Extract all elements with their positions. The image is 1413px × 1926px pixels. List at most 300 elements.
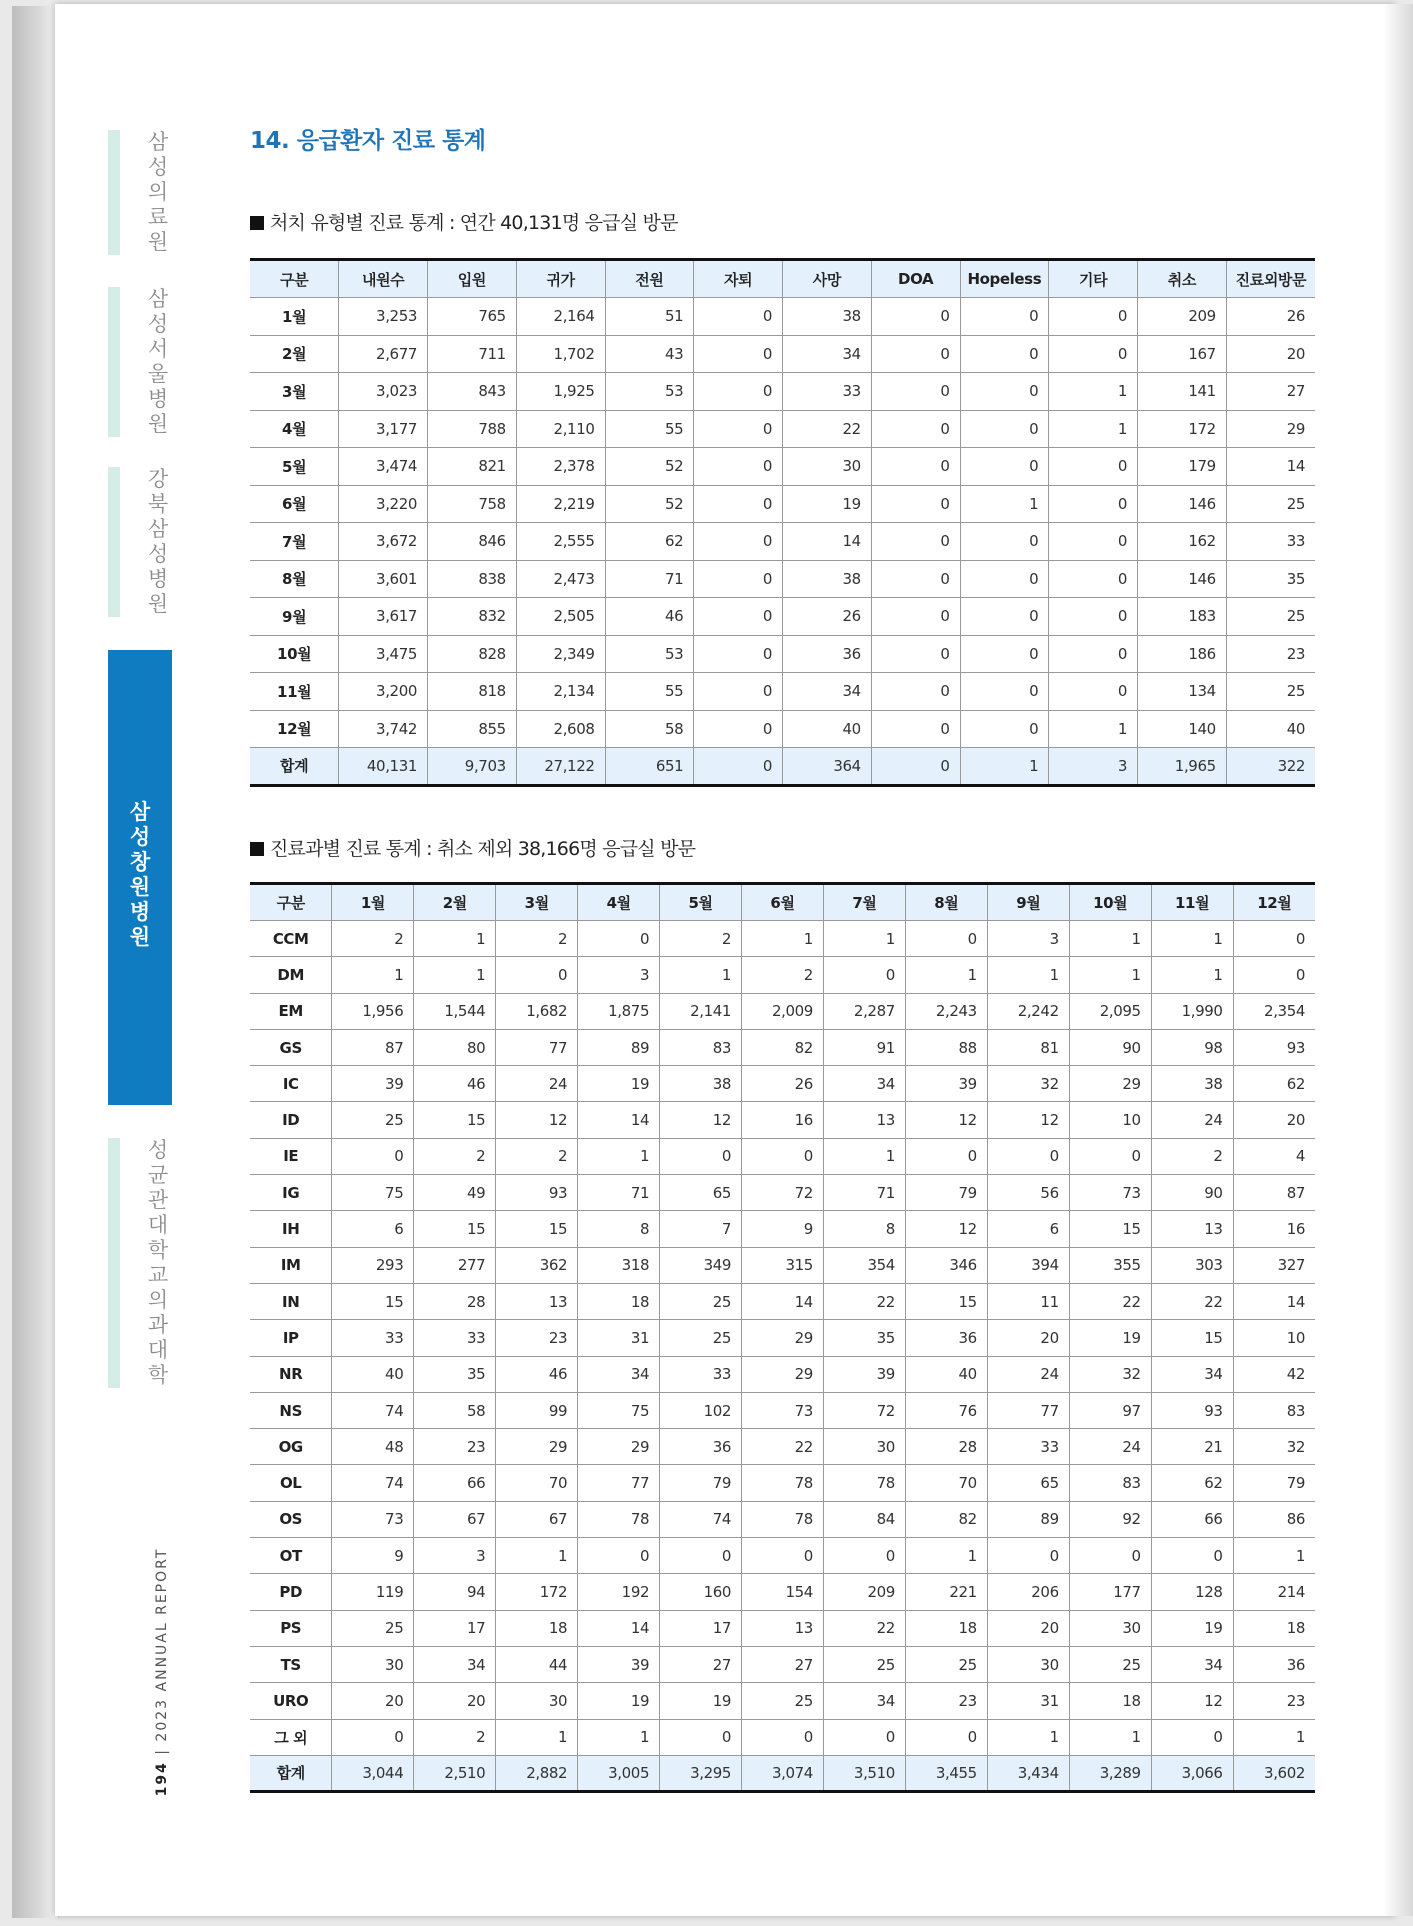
table-cell: 3 [987,921,1069,957]
table-cell: 0 [960,448,1049,486]
table-cell: 327 [1233,1247,1315,1283]
column-header: 1월 [332,884,414,921]
column-header: 자퇴 [694,260,783,298]
table-cell: 39 [823,1356,905,1392]
table-cell: 4 [1233,1138,1315,1174]
table-cell: 2,219 [516,485,605,523]
table-row [250,1719,1315,1755]
sidebar-item-samsung-seoul-hospital [108,287,174,437]
table-cell: 788 [428,410,517,448]
row-label: NS [250,1392,332,1428]
table-cell: 30 [1069,1610,1151,1646]
sidebar-item-skku-medical-school [108,1138,174,1388]
table-cell: 843 [428,373,517,411]
table-cell: 72 [823,1392,905,1428]
total-cell: 3 [1049,748,1138,786]
table-row [250,1138,1315,1174]
table-cell: 758 [428,485,517,523]
table-cell: 71 [605,560,694,598]
table-row [250,1501,1315,1537]
table-cell: 28 [414,1283,496,1319]
table-cell: 81 [987,1029,1069,1065]
table-cell: 94 [414,1574,496,1610]
table-cell: 1,990 [1151,993,1233,1029]
table-cell: 3,023 [339,373,428,411]
table-cell: 172 [1138,410,1227,448]
table-header-row [250,260,1315,298]
table-cell: 32 [1233,1429,1315,1465]
table-cell: 24 [496,1066,578,1102]
table-cell: 79 [1233,1465,1315,1501]
table-cell: 2,134 [516,673,605,711]
row-label: NR [250,1356,332,1392]
table-cell: 13 [742,1610,824,1646]
table-cell: 1 [905,1538,987,1574]
table-cell: 15 [1069,1211,1151,1247]
table-cell: 0 [742,1138,824,1174]
table-cell: 2,164 [516,298,605,336]
table-cell: 88 [905,1029,987,1065]
table-cell: 33 [987,1429,1069,1465]
table-cell: 77 [578,1465,660,1501]
table-cell: 3,601 [339,560,428,598]
table-row [250,673,1315,711]
row-label: PS [250,1610,332,1646]
table-cell: 71 [823,1175,905,1211]
table-cell: 1 [905,957,987,993]
table-row [250,1066,1315,1102]
table-cell: 0 [496,957,578,993]
table-cell: 23 [414,1429,496,1465]
table-cell: 76 [905,1392,987,1428]
table-cell: 53 [605,373,694,411]
table-cell: 2,378 [516,448,605,486]
row-label: 9월 [250,598,339,636]
table-cell: 2,608 [516,710,605,748]
table-cell: 12 [905,1211,987,1247]
table-row [250,1356,1315,1392]
row-label: ID [250,1102,332,1138]
table-cell: 34 [1151,1356,1233,1392]
table-cell: 821 [428,448,517,486]
table-cell: 36 [660,1429,742,1465]
row-label: IH [250,1211,332,1247]
table-cell: 3,177 [339,410,428,448]
column-header: 구분 [250,884,332,921]
table-cell: 22 [823,1283,905,1319]
table-cell: 0 [694,673,783,711]
table-cell: 2 [742,957,824,993]
table-cell: 1 [1233,1538,1315,1574]
table-cell: 0 [905,1138,987,1174]
row-label: OS [250,1501,332,1537]
column-header: 귀가 [516,260,605,298]
table-cell: 34 [783,335,872,373]
table-cell: 26 [1226,298,1315,336]
table-cell: 277 [414,1247,496,1283]
row-label: TS [250,1646,332,1682]
table-cell: 40 [783,710,872,748]
footer-separator: | [154,1748,170,1755]
table-cell: 74 [660,1501,742,1537]
table-row [250,523,1315,561]
table-cell: 0 [1049,485,1138,523]
table-cell: 29 [1069,1066,1151,1102]
sidebar-item-label: 삼성의료원 [147,130,169,254]
column-header: 입원 [428,260,517,298]
table-cell: 90 [1151,1175,1233,1211]
table-cell: 1 [1069,1719,1151,1755]
total-cell: 27,122 [516,748,605,786]
table-cell: 62 [1151,1465,1233,1501]
table-cell: 0 [960,598,1049,636]
row-label: 11월 [250,673,339,711]
table-cell: 18 [1233,1610,1315,1646]
table-cell: 26 [783,598,872,636]
table-row [250,335,1315,373]
table-cell: 19 [578,1066,660,1102]
table-cell: 1 [496,1538,578,1574]
table-cell: 38 [660,1066,742,1102]
table-cell: 58 [414,1392,496,1428]
table-cell: 30 [783,448,872,486]
table-row [250,1247,1315,1283]
table-cell: 84 [823,1501,905,1537]
table-cell: 31 [578,1320,660,1356]
table-cell: 65 [987,1465,1069,1501]
table-cell: 72 [742,1175,824,1211]
table-cell: 2,141 [660,993,742,1029]
table-cell: 0 [871,373,960,411]
table-cell: 6 [332,1211,414,1247]
table-cell: 0 [905,921,987,957]
table-cell: 22 [823,1610,905,1646]
table-cell: 19 [578,1683,660,1719]
table-cell: 14 [578,1610,660,1646]
table-cell: 73 [332,1501,414,1537]
table-cell: 0 [871,298,960,336]
table-cell: 29 [496,1429,578,1465]
table-row [250,298,1315,336]
table-cell: 1 [960,485,1049,523]
table-cell: 22 [1069,1283,1151,1319]
table-cell: 1,702 [516,335,605,373]
table-cell: 99 [496,1392,578,1428]
table-cell: 2 [496,921,578,957]
table-row [250,993,1315,1029]
total-cell: 3,005 [578,1755,660,1791]
table-cell: 22 [1151,1283,1233,1319]
row-label: PD [250,1574,332,1610]
sidebar-item-label: 삼성서울병원 [147,287,169,436]
column-header: 9월 [987,884,1069,921]
table-cell: 16 [742,1102,824,1138]
sidebar-item-label: 삼성창원병원 [129,800,151,949]
total-cell: 364 [783,748,872,786]
table-cell: 29 [1226,410,1315,448]
column-header: 전원 [605,260,694,298]
table-cell: 0 [1049,598,1138,636]
table-cell: 6 [987,1211,1069,1247]
table2-caption [250,834,695,861]
table-cell: 19 [1151,1610,1233,1646]
table-cell: 0 [871,523,960,561]
row-label: IM [250,1247,332,1283]
row-label: EM [250,993,332,1029]
table-cell: 83 [660,1029,742,1065]
table-cell: 9 [332,1538,414,1574]
table-total-row [250,748,1315,786]
table-cell: 25 [905,1646,987,1682]
page-number: 194 [154,1761,170,1797]
table-cell: 12 [1151,1683,1233,1719]
table-cell: 82 [742,1029,824,1065]
table-cell: 0 [960,560,1049,598]
table-cell: 78 [742,1501,824,1537]
table-cell: 0 [871,710,960,748]
table-cell: 30 [823,1429,905,1465]
table-cell: 3,672 [339,523,428,561]
table-cell: 66 [1151,1501,1233,1537]
table-cell: 0 [960,673,1049,711]
sidebar-item-samsung-medical-center [108,130,174,255]
table-cell: 77 [496,1029,578,1065]
table-cell: 33 [783,373,872,411]
table2-subtitle: 진료과별 진료 통계 : 취소 제외 38,166명 응급실 방문 [270,838,696,860]
table-row [250,1392,1315,1428]
table-cell: 65 [660,1175,742,1211]
table-cell: 102 [660,1392,742,1428]
table-cell: 0 [694,448,783,486]
table-cell: 7 [660,1211,742,1247]
row-label: 8월 [250,560,339,598]
table-cell: 1,682 [496,993,578,1029]
section-title: 14. 응급환자 진료 통계 [250,128,486,154]
table-cell: 62 [1233,1066,1315,1102]
table-cell: 28 [905,1429,987,1465]
total-cell: 0 [694,748,783,786]
table-cell: 154 [742,1574,824,1610]
total-cell: 3,434 [987,1755,1069,1791]
table-cell: 26 [742,1066,824,1102]
table-cell: 34 [578,1356,660,1392]
table-row [250,635,1315,673]
table-cell: 394 [987,1247,1069,1283]
table-cell: 3 [414,1538,496,1574]
table-cell: 15 [905,1283,987,1319]
total-cell: 0 [871,748,960,786]
table-cell: 15 [496,1211,578,1247]
table-cell: 362 [496,1247,578,1283]
table-cell: 2 [660,921,742,957]
table-cell: 0 [960,373,1049,411]
table-cell: 34 [823,1066,905,1102]
row-label: 5월 [250,448,339,486]
column-header: 내원수 [339,260,428,298]
table-cell: 140 [1138,710,1227,748]
table-cell: 71 [578,1175,660,1211]
table-cell: 49 [414,1175,496,1211]
table-cell: 0 [823,1538,905,1574]
table-cell: 33 [332,1320,414,1356]
total-cell: 3,295 [660,1755,742,1791]
table-cell: 25 [742,1683,824,1719]
table-cell: 0 [823,1719,905,1755]
table-cell: 0 [960,335,1049,373]
table-cell: 0 [1049,523,1138,561]
table-cell: 1 [1049,373,1138,411]
table-cell: 2 [496,1138,578,1174]
table-cell: 29 [742,1320,824,1356]
table-cell: 29 [578,1429,660,1465]
table-header-row [250,884,1315,921]
table-cell: 2 [1151,1138,1233,1174]
table-cell: 206 [987,1574,1069,1610]
table-cell: 0 [694,560,783,598]
table-cell: 192 [578,1574,660,1610]
table-cell: 0 [1069,1138,1151,1174]
table-row [250,598,1315,636]
table-cell: 43 [605,335,694,373]
row-label: 그 외 [250,1719,332,1755]
table-cell: 183 [1138,598,1227,636]
table-cell: 0 [871,598,960,636]
table-cell: 0 [660,1138,742,1174]
table-cell: 3,200 [339,673,428,711]
table-cell: 32 [1069,1356,1151,1392]
row-label: OT [250,1538,332,1574]
table-cell: 0 [905,1719,987,1755]
table-cell: 39 [332,1066,414,1102]
table-total-row [250,1755,1315,1791]
table-cell: 1 [1151,957,1233,993]
table-cell: 25 [1226,673,1315,711]
table-cell: 53 [605,635,694,673]
table-cell: 177 [1069,1574,1151,1610]
table-cell: 46 [605,598,694,636]
table-cell: 70 [905,1465,987,1501]
table-row [250,1175,1315,1211]
table-cell: 3,617 [339,598,428,636]
row-label: IE [250,1138,332,1174]
total-cell: 9,703 [428,748,517,786]
table-cell: 1 [578,1719,660,1755]
table-cell: 10 [1233,1320,1315,1356]
table-cell: 0 [960,635,1049,673]
table-cell: 1,956 [332,993,414,1029]
table-cell: 66 [414,1465,496,1501]
table-cell: 40 [905,1356,987,1392]
table-cell: 79 [660,1465,742,1501]
table-cell: 27 [742,1646,824,1682]
table-cell: 55 [605,410,694,448]
sidebar-item-label: 성균관대학교 의과대학 [147,1138,169,1387]
table-cell: 19 [783,485,872,523]
table-cell: 0 [578,921,660,957]
table-cell: 25 [1069,1646,1151,1682]
table-cell: 73 [742,1392,824,1428]
total-cell: 3,455 [905,1755,987,1791]
table-cell: 0 [871,635,960,673]
table-cell: 93 [496,1175,578,1211]
table-cell: 52 [605,448,694,486]
table-cell: 1 [332,957,414,993]
table-cell: 33 [414,1320,496,1356]
table-cell: 0 [694,485,783,523]
table1-subtitle: 처치 유형별 진료 통계 : 연간 40,131명 응급실 방문 [270,212,678,234]
table-cell: 3,474 [339,448,428,486]
table-cell: 40 [332,1356,414,1392]
table-cell: 35 [414,1356,496,1392]
department-table [250,882,1315,1793]
table-cell: 20 [1226,335,1315,373]
table-cell: 32 [987,1066,1069,1102]
table-cell: 55 [605,673,694,711]
table-cell: 80 [414,1029,496,1065]
table-cell: 765 [428,298,517,336]
treatment-type-table [250,258,1315,787]
table-cell: 83 [1233,1392,1315,1428]
table-cell: 0 [987,1538,1069,1574]
table-cell: 3,253 [339,298,428,336]
table-cell: 35 [1226,560,1315,598]
table-cell: 38 [783,560,872,598]
table-cell: 209 [823,1574,905,1610]
table-cell: 128 [1151,1574,1233,1610]
table-cell: 2,242 [987,993,1069,1029]
table-cell: 18 [578,1283,660,1319]
table-cell: 162 [1138,523,1227,561]
row-label: 3월 [250,373,339,411]
column-header: 진료외방문 [1226,260,1315,298]
table-cell: 1 [414,921,496,957]
table-cell: 20 [332,1683,414,1719]
table-cell: 86 [1233,1501,1315,1537]
table-cell: 1 [1049,710,1138,748]
square-bullet-icon [250,842,264,856]
table-cell: 36 [905,1320,987,1356]
table-cell: 83 [1069,1465,1151,1501]
total-cell: 1 [960,748,1049,786]
row-label: 6월 [250,485,339,523]
table-cell: 35 [823,1320,905,1356]
table-cell: 79 [905,1175,987,1211]
table-cell: 315 [742,1247,824,1283]
column-header: 5월 [660,884,742,921]
table-cell: 1 [578,1138,660,1174]
table-cell: 172 [496,1574,578,1610]
total-cell: 322 [1226,748,1315,786]
square-bullet-icon [250,216,264,230]
table-cell: 2,473 [516,560,605,598]
table-cell: 24 [1069,1429,1151,1465]
table-cell: 832 [428,598,517,636]
table-cell: 74 [332,1392,414,1428]
table-cell: 0 [871,560,960,598]
table-cell: 13 [823,1102,905,1138]
table1-caption [250,208,678,235]
table-cell: 36 [783,635,872,673]
table-cell: 167 [1138,335,1227,373]
table-cell: 0 [1049,560,1138,598]
table-cell: 3,742 [339,710,428,748]
table-cell: 2,505 [516,598,605,636]
table-cell: 2,287 [823,993,905,1029]
table-cell: 17 [660,1610,742,1646]
table-cell: 318 [578,1247,660,1283]
table-cell: 0 [694,410,783,448]
table-row [250,373,1315,411]
